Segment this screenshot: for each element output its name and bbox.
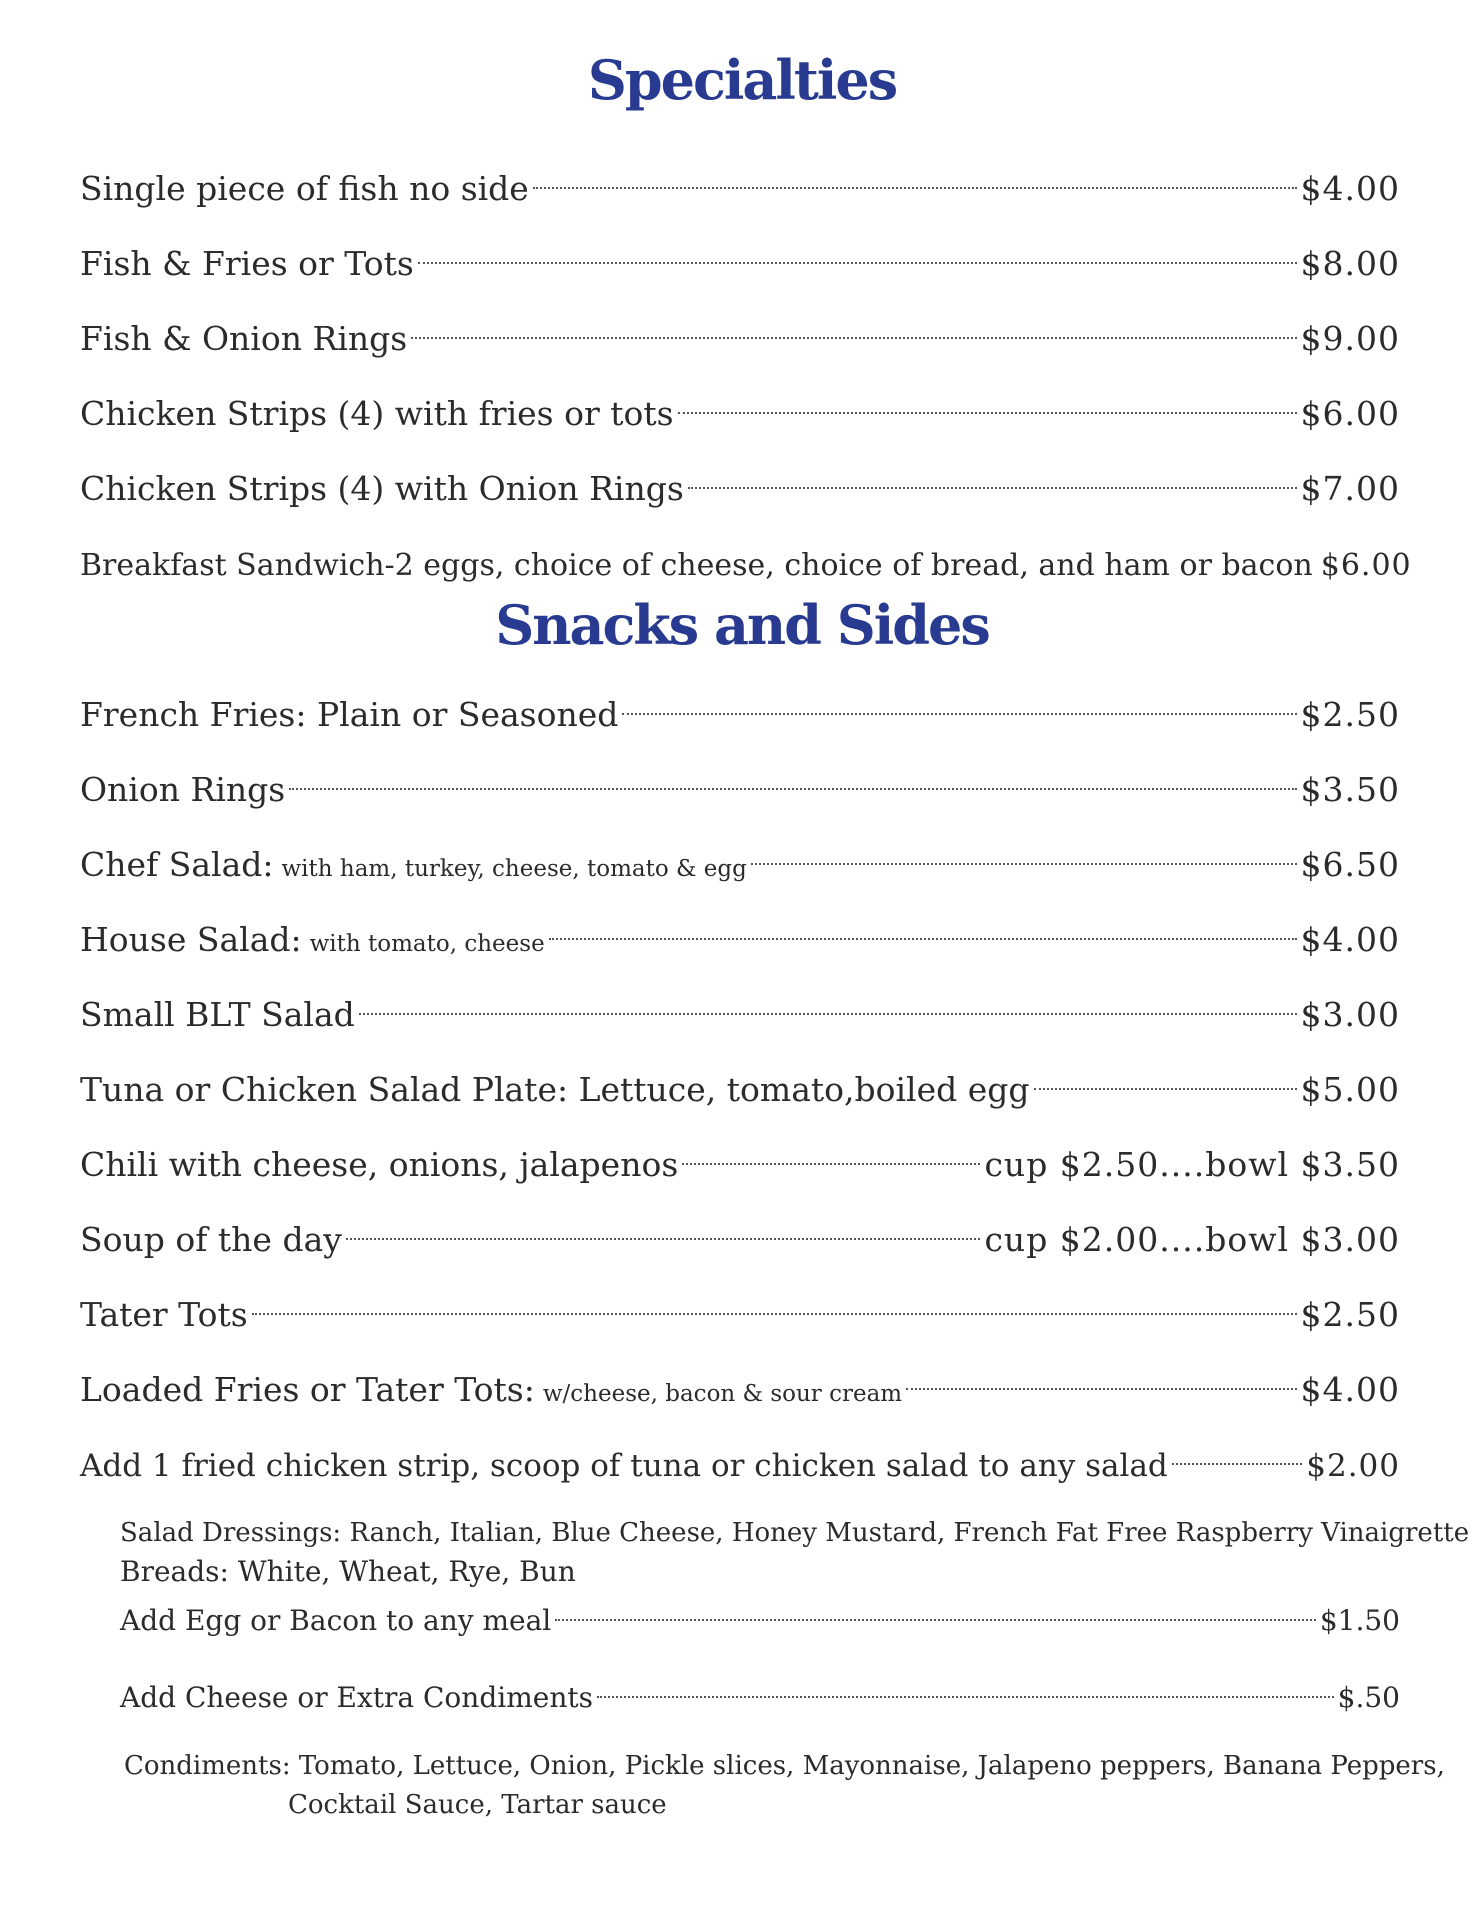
item-name: Chicken Strips (4) with fries or tots	[80, 394, 674, 433]
menu-item	[80, 1132, 1400, 1184]
item-price: $3.50	[1300, 770, 1400, 809]
item-price: $6.00	[1300, 394, 1400, 433]
item-description: w/cheese, bacon & sour cream	[542, 1381, 903, 1407]
menu-item	[80, 156, 1400, 208]
item-price: $2.50	[1300, 695, 1400, 734]
menu-item	[80, 1357, 1400, 1409]
dot-leader	[418, 231, 1297, 275]
item-name: Loaded Fries or Tater Tots:	[80, 1370, 535, 1409]
item-name: Add Egg or Bacon to any meal	[120, 1604, 552, 1637]
menu-item	[80, 1282, 1400, 1334]
dot-leader	[252, 1282, 1297, 1326]
item-price: $6.00	[1320, 548, 1412, 583]
item-name: House Salad:	[80, 920, 302, 959]
item-name: Tater Tots	[80, 1295, 248, 1334]
item-price: $2.00	[1306, 1448, 1400, 1484]
menu-item	[80, 231, 1400, 283]
menu-item	[80, 456, 1400, 508]
item-price: $9.00	[1300, 319, 1400, 358]
dot-leader	[289, 757, 1296, 801]
dot-leader	[622, 682, 1296, 726]
item-price: $1.50	[1319, 1604, 1400, 1637]
menu-item	[80, 1207, 1400, 1259]
dot-leader	[906, 1357, 1296, 1401]
item-name: Onion Rings	[80, 770, 286, 809]
item-name: Soup of the day	[80, 1220, 342, 1259]
dot-leader	[533, 156, 1297, 200]
dot-leader	[751, 832, 1297, 876]
menu-item	[80, 832, 1400, 884]
item-price: $6.50	[1300, 845, 1400, 884]
item-name: Add Cheese or Extra Condiments	[120, 1681, 593, 1714]
item-name: Chili with cheese, onions, jalapenos	[80, 1145, 679, 1184]
item-price: $4.00	[1300, 169, 1400, 208]
dot-leader	[359, 982, 1297, 1026]
item-price: $4.00	[1300, 1370, 1400, 1409]
menu-item	[80, 757, 1400, 809]
dot-leader	[411, 306, 1296, 350]
menu-item	[80, 531, 1412, 583]
item-name: Fish & Onion Rings	[80, 319, 408, 358]
condiments-line-1: Condiments: Tomato, Lettuce, Onion, Pickle slices, Mayonnaise, Jalapeno peppers, Banana Peppers,	[124, 1751, 1445, 1781]
menu-item	[80, 907, 1400, 959]
dot-leader	[678, 381, 1297, 425]
menu-item	[80, 1057, 1400, 1109]
item-price: $5.00	[1300, 1070, 1400, 1109]
item-description: with ham, turkey, cheese, tomato & egg	[281, 856, 747, 882]
item-price: $7.00	[1300, 469, 1400, 508]
dot-leader	[688, 456, 1297, 500]
dot-leader	[346, 1207, 981, 1251]
item-name: Chicken Strips (4) with Onion Rings	[80, 469, 684, 508]
menu-item	[80, 982, 1400, 1034]
item-price: $3.00	[1300, 995, 1400, 1034]
item-name: French Fries: Plain or Seasoned	[80, 695, 619, 734]
menu-item	[80, 1432, 1400, 1484]
item-price: cup $2.50....bowl $3.50	[984, 1145, 1400, 1184]
item-name: Tuna or Chicken Salad Plate: Lettuce, tomato,boiled egg	[80, 1070, 1030, 1109]
snacks-title: Snacks and Sides	[495, 593, 989, 657]
item-name: Breakfast Sandwich-2 eggs, choice of cheese, choice of bread, and ham or bacon	[80, 548, 1313, 583]
dot-leader	[549, 907, 1297, 951]
add-egg-item	[120, 1592, 1400, 1637]
condiments-line-2: Cocktail Sauce, Tartar sauce	[288, 1790, 667, 1820]
item-price: $8.00	[1300, 244, 1400, 283]
menu-item	[80, 381, 1400, 433]
item-price: $4.00	[1300, 920, 1400, 959]
add-cheese-item	[120, 1669, 1400, 1714]
specialties-title: Specialties	[587, 48, 897, 112]
dot-leader	[1034, 1057, 1297, 1101]
item-name: Chef Salad:	[80, 845, 274, 884]
item-price: $.50	[1337, 1681, 1400, 1714]
dot-leader	[682, 1132, 980, 1176]
menu-item	[80, 306, 1400, 358]
salad-dressings: Salad Dressings: Ranch, Italian, Blue Cheese, Honey Mustard, French Fat Free Raspberry Vinaigrette	[120, 1518, 1470, 1548]
dot-leader	[1172, 1432, 1302, 1476]
item-name: Small BLT Salad	[80, 995, 355, 1034]
item-price: $2.50	[1300, 1295, 1400, 1334]
dot-leader	[555, 1592, 1316, 1630]
item-name: Add 1 fried chicken strip, scoop of tuna or chicken salad to any salad	[80, 1448, 1168, 1484]
item-description: with tomato, cheese	[309, 931, 545, 957]
item-name: Fish & Fries or Tots	[80, 244, 414, 283]
item-name: Single piece of fish no side	[80, 169, 529, 208]
menu-item	[80, 682, 1400, 734]
breads: Breads: White, Wheat, Rye, Bun	[120, 1555, 576, 1588]
dot-leader	[597, 1669, 1334, 1707]
item-price: cup $2.00....bowl $3.00	[984, 1220, 1400, 1259]
